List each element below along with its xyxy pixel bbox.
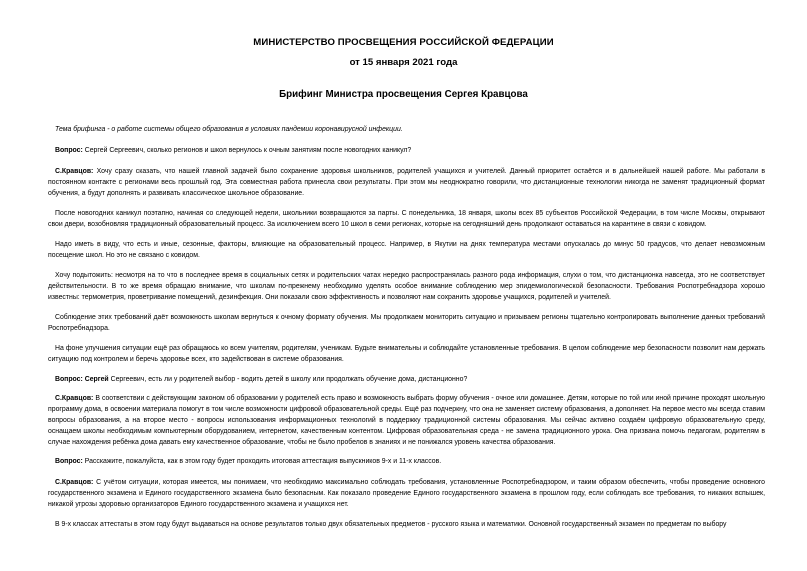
paragraph-text: В соответствии с действующим законом об образовании у родителей есть право и возможность выбрать форму обучения - очное или домашнее. Детям, которые по той или иной причине проходят школьную программу дома, в освоении материала помогут в том числе возможности цифровой образовательной среды. Ещё раз подчеркну, что она не заменяет систему образования, а дополняет. На первое место мы всегда ставим вопросы образования, а на второе место - вопросы использования информационных технологий в поддержку традиционной системы образования. Мы сейчас активно создаём цифровую образовательную среду, оснащаем школы необходимым компьютерным оборудованием, интернетом, качественным контентом. Цифровая образовательная среда - не замена традиционного урока. Она призвана помочь педагогам, родителям в случае нахождения ребёнка дома давать ему качественное образование, чтобы не было пробелов в знаниях и не понижался уровень качества образования. xyxy=(48,395,765,447)
paragraph-text: Хочу подытожить: несмотря на то что в последнее время в социальных сетях и родительских чатах нередко распространялась разного рода информация, слухи о том, что дистанционка навсегда, это не соответствует действительности. В то же время обращаю внимание, что школам по-прежнему необходимо уделять особое внимание соблюдению мер эпидемиологической безопасности. Требования Роспотребнадзора хорошо известны: термометрия, проветривание помещений, дезинфекция. Они показали свою эффективность и позволяют нам сохранить здоровье учащихся, родителей и учителей. xyxy=(48,272,765,302)
question-paragraph xyxy=(48,374,765,385)
paragraph-text: В 9-х классах аттестаты в этом году будут выдаваться на основе результатов только двух обязательных предметов - русского языка и математики. Основной государственный экзамен по предметам по выбору xyxy=(55,521,727,528)
answer-paragraph xyxy=(48,270,765,303)
speaker-label: Вопрос: Сергей xyxy=(55,376,109,383)
paragraph-text: Соблюдение этих требований даёт возможность школам вернуться к очному формату обучения. Мы продолжаем мониторить ситуацию и призываем регионы тщательно контролировать выполнение данных требований Роспотребнадзора. xyxy=(48,314,765,333)
ministry-heading: МИНИСТЕРСТВО ПРОСВЕЩЕНИЯ РОССИЙСКОЙ ФЕДЕРАЦИИ xyxy=(253,37,554,48)
paragraph-text: Сергей Сергеевич, сколько регионов и школ вернулось к очным занятиям после новогодних каникул? xyxy=(84,147,412,154)
speaker-label: Вопрос: xyxy=(55,147,83,154)
question-paragraph xyxy=(48,456,765,467)
document-date: от 15 января 2021 года xyxy=(349,57,458,68)
paragraph-text: Тема брифинга - о работе системы общего образования в условиях пандемии коронавирусной инфекции. xyxy=(55,126,403,133)
answer-paragraph xyxy=(48,312,765,334)
answer-paragraph xyxy=(48,208,765,230)
briefing-title: Брифинг Министра просвещения Сергея Кравцова xyxy=(279,89,528,100)
paragraph-text: Расскажите, пожалуйста, как в этом году будет проходить итоговая аттестация выпускников 9-х и 11-х классов. xyxy=(84,458,442,465)
answer-paragraph xyxy=(48,519,765,530)
answer-paragraph xyxy=(48,477,765,510)
paragraph-text: С учётом ситуации, которая имеется, мы понимаем, что необходимо максимально соблюдать требования, установленные Роспотребнадзором, и таким образом обеспечить, чтобы проведение основного государственного экзамена и Единого государственного экзамена было безопасным. Как показало проведение Единого государственного экзамена в прошлом году, если соблюдать все требования, то никаких вспышек, никакой угрозы здоровью организаторов Единого государственного экзамена и учащихся нет. xyxy=(48,479,765,509)
paragraph-text: Надо иметь в виду, что есть и иные, сезонные, факторы, влияющие на образовательный процесс. Например, в Якутии на днях температура местами опускалась до минус 50 градусов, что делает невозможным посещение школ. Но это не связано с ковидом. xyxy=(48,241,765,260)
answer-paragraph xyxy=(48,393,765,448)
answer-paragraph xyxy=(48,166,765,199)
answer-paragraph xyxy=(48,343,765,365)
paragraph-text: После новогодних каникул поэтапно, начиная со следующей недели, школьники возвращаются за парты. С понедельника, 18 января, школы всех 85 субъектов Российской Федерации, в том числе Москвы, открывают свои двери, возобновляя традиционный образовательный процесс. За исключением всего 10 школ в семи регионах, которые на сегодняшний день продолжают оставаться на карантине в связи с ковидом. xyxy=(48,210,765,229)
answer-paragraph xyxy=(48,239,765,261)
speaker-label: С.Кравцов: xyxy=(55,395,94,402)
paragraph-text: На фоне улучшения ситуации ещё раз обращаюсь ко всем учителям, родителям, ученикам. Будьте внимательны и соблюдайте установленные требования. В целом соблюдение мер безопасности позволит нам держать ситуацию под контролем и беречь здоровье всех, кто задействован в системе образования. xyxy=(48,345,765,364)
speaker-label: Вопрос: xyxy=(55,458,83,465)
briefing-topic xyxy=(48,124,765,135)
paragraph-text: Хочу сразу сказать, что нашей главной задачей было сохранение здоровья школьников, родителей учащихся и учителей. Данный приоритет остаётся и в дальнейшей нашей работе. Мы работали в постоянном контакте с регионами весь прошлый год. Эта совместная работа принесла свои результаты. При этом мы неоднократно говорили, что дистанционные технологии никогда не заменят традиционный формат обучения, а будут дополнять и развивать классическое школьное образование. xyxy=(48,168,765,198)
speaker-label: С.Кравцов: xyxy=(55,168,94,175)
paragraph-text: Сергеевич, есть ли у родителей выбор - водить детей в школу или продолжать обучение дома, дистанционно? xyxy=(110,376,468,383)
speaker-label: С.Кравцов: xyxy=(55,479,94,486)
question-paragraph xyxy=(48,145,765,156)
